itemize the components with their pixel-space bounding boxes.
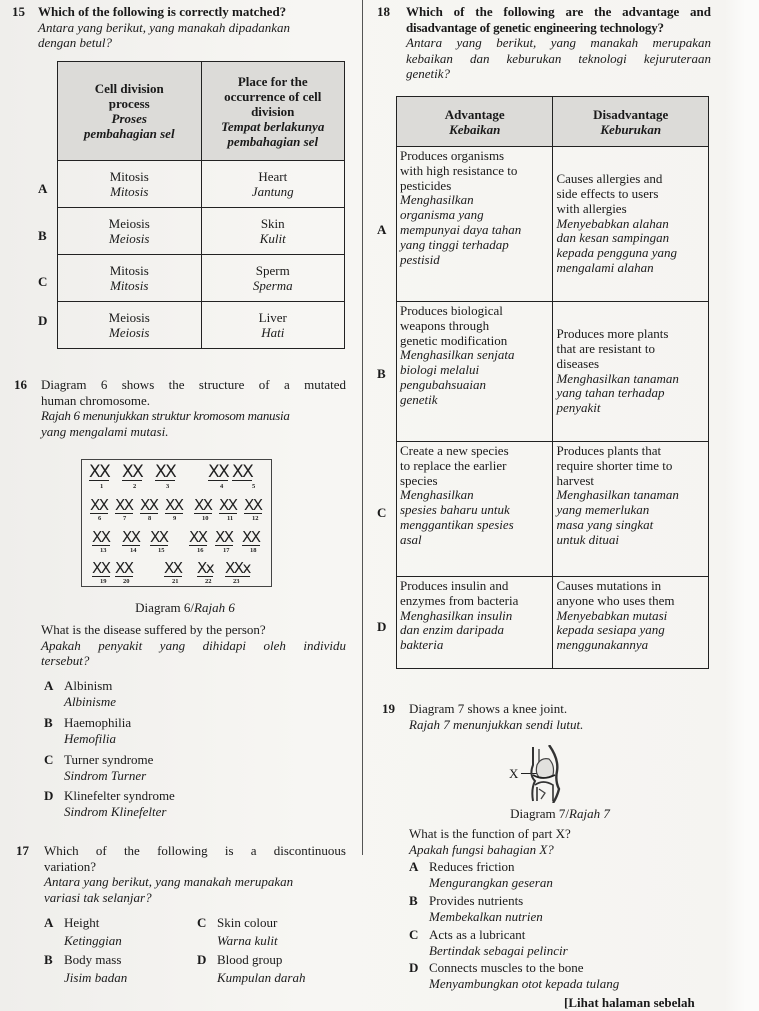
cell-text-en: Create a new species xyxy=(400,443,509,458)
cell-text-ms: Menghasilkan senjata xyxy=(400,347,515,363)
question-text-ms: Rajah 7 menunjukkan sendi lutut. xyxy=(409,716,584,732)
cell-text-en: side effects to users xyxy=(556,186,659,201)
chromosome-glyph: XX xyxy=(90,496,108,514)
chromosome-number: 23 xyxy=(233,578,240,585)
chromosome-number: 21 xyxy=(172,578,179,585)
next-page-note: [Lihat halaman sebelah xyxy=(564,995,695,1010)
chromosome-glyph: XX xyxy=(165,496,183,514)
chromosome-pair xyxy=(92,560,110,577)
question-text-en: variation? xyxy=(44,858,96,874)
question-text-en: Diagram 7 shows a knee joint. xyxy=(409,701,568,716)
table-row: Mitosis Mitosis Heart Jantung xyxy=(58,161,345,208)
table-row: Mitosis Mitosis Sperm Sperma xyxy=(58,255,345,302)
diagram-7-caption: Diagram 7/Rajah 7 xyxy=(510,806,610,821)
advantage-cell xyxy=(397,442,553,577)
chromosome-number: 14 xyxy=(130,547,137,554)
chromosome-glyph: XX xyxy=(244,496,262,514)
chromosome-number: 12 xyxy=(252,515,259,522)
cell-text-en: anyone who uses them xyxy=(556,592,675,608)
cell-text-en: to replace the earlier xyxy=(400,457,507,473)
question-text-ms: dengan betul? xyxy=(38,35,113,50)
chromosome-number: 19 xyxy=(100,578,107,585)
cell-text-ms: Menghasilkan xyxy=(400,487,474,503)
chromosome-glyph: XX xyxy=(122,462,143,482)
cell-text-ms: Menghasilkan tanaman xyxy=(556,370,679,386)
chromosome-pair xyxy=(150,529,168,546)
question-text-ms: Apakah fungsi bahagian X? xyxy=(409,841,554,857)
question-text-en: Diagram 6 shows the structure of a mutated xyxy=(41,377,346,392)
cell-text-en: pesticides xyxy=(400,177,452,193)
chromosome-glyph: XX xyxy=(215,528,233,546)
cell-text-ms: yang tahan terhadap xyxy=(556,385,665,401)
chromosome-glyph: XX xyxy=(140,496,158,514)
chromosome-pair xyxy=(115,560,133,577)
chromosome-number: 6 xyxy=(98,515,102,522)
chromosome-number: 10 xyxy=(202,515,209,522)
table-row xyxy=(397,147,709,302)
cell-text-ms: dan enzim daripada xyxy=(400,622,504,638)
option-letter-a[interactable]: A xyxy=(377,222,387,237)
chromosome-number: 16 xyxy=(197,547,204,554)
cell-text-en: with high resistance to xyxy=(400,162,518,178)
cell-text-en: Causes mutations in xyxy=(556,578,662,593)
cell-text-en: genetic modification xyxy=(400,332,508,348)
chromosome-number: 3 xyxy=(166,483,170,490)
chromosome-glyph: XX xyxy=(122,528,140,546)
advantage-cell xyxy=(397,577,553,669)
cell-text-ms: mengalami alahan xyxy=(556,259,654,275)
chromosome-number: 13 xyxy=(100,547,107,554)
question-number: 19 xyxy=(382,701,395,716)
header-advantage: Advantage Kebaikan xyxy=(397,97,553,147)
chromosome-pair xyxy=(92,529,110,546)
option-letter-d[interactable]: D xyxy=(377,619,387,634)
question-text-ms: tersebut? xyxy=(41,653,90,668)
chromosome-pair xyxy=(232,464,252,481)
chromosome-pair xyxy=(194,497,212,514)
cell-text-en: Produces more plants xyxy=(556,326,669,342)
chromosome-number: 8 xyxy=(148,515,152,522)
cell-text-ms: menggunakannya xyxy=(556,637,649,653)
chromosome-number: 4 xyxy=(220,483,224,490)
chromosome-glyph: XX xyxy=(115,559,133,577)
cell-text-ms: genetik xyxy=(400,391,438,407)
disadvantage-cell xyxy=(553,577,709,669)
question-text-en: human chromosome. xyxy=(41,392,151,408)
chromosome-pair xyxy=(225,560,250,577)
cell-text-en: enzymes from bacteria xyxy=(400,592,519,608)
cell-text-en: Produces biological xyxy=(400,303,503,318)
chromosome-glyph: XX xyxy=(219,496,237,514)
option-letter-d[interactable]: D xyxy=(38,313,48,328)
cell-text-ms: penyakit xyxy=(556,400,601,416)
chromosome-number: 1 xyxy=(100,483,104,490)
chromosome-glyph: XX xyxy=(92,528,110,546)
cell-text-en: harvest xyxy=(556,472,595,488)
cell-text-ms: pengubahsuaian xyxy=(400,376,486,392)
chromosome-pair xyxy=(164,560,182,577)
cell-text-en: Causes allergies and xyxy=(556,171,663,187)
chromosome-number: 7 xyxy=(123,515,127,522)
question-number: 18 xyxy=(377,4,390,19)
chromosome-pair xyxy=(219,497,237,514)
chromosome-pair xyxy=(215,529,233,546)
question-text-en: Which of the following are the advantage and xyxy=(406,4,711,19)
column-divider xyxy=(362,0,363,855)
chromosome-number: 9 xyxy=(173,515,177,522)
cell-division-table xyxy=(57,61,345,349)
cell-text-en: species xyxy=(400,472,438,488)
question-text-ms: variasi tak selanjar? xyxy=(44,889,152,905)
question-text-en: Which of the following is correctly matched? xyxy=(38,4,287,19)
question-text-ms: Antara yang berikut, yang manakah merupakan xyxy=(44,874,294,889)
question-text-en: What is the function of part X? xyxy=(409,826,571,841)
disadvantage-cell xyxy=(553,442,709,577)
chromosome-glyph: XX xyxy=(164,559,182,577)
disadvantage-cell xyxy=(553,302,709,442)
table-row xyxy=(397,302,709,442)
cell-text-en: with allergies xyxy=(556,200,627,216)
cell-text-ms: Menyebabkan mutasi xyxy=(556,607,668,623)
table-row xyxy=(397,442,709,577)
chromosome-number: 22 xyxy=(205,578,212,585)
option-letter-c[interactable]: C xyxy=(377,505,387,520)
cell-text-ms: organisma yang xyxy=(400,207,484,223)
chromosome-glyph: Xx xyxy=(197,559,214,577)
header-process: Cell division process Proses pembahagian sel xyxy=(58,62,202,161)
chromosome-glyph: XX xyxy=(115,496,133,514)
cell-text-ms: menggantikan spesies xyxy=(400,516,514,532)
chromosome-pair xyxy=(208,464,228,481)
question-text-ms: Antara yang berikut, yang manakah merupakan xyxy=(406,35,711,50)
table-row xyxy=(397,577,709,669)
cell-text-ms: asal xyxy=(400,531,422,547)
cell-text-ms: Menghasilkan insulin xyxy=(400,607,513,623)
knee-joint-icon xyxy=(515,745,570,803)
page-edge xyxy=(725,0,759,1011)
question-text-ms: kebaikan dan keburukan teknologi kejuruteraan xyxy=(406,50,711,66)
question-text-en: Which of the following is a discontinuous xyxy=(44,843,346,858)
table-row: Meiosis Meiosis Skin Kulit xyxy=(58,208,345,255)
advantage-cell xyxy=(397,147,553,302)
chromosome-pair xyxy=(244,497,262,514)
question-number: 16 xyxy=(14,377,27,392)
chromosome-pair xyxy=(89,464,109,481)
exam-page: 15 Which of the following is correctly matched? Antara yang berikut, yang manakah dipadankan dengan betul? Cell division process Proses pembahagian sel Place for the occurrence of cell division Tempat berlakunya pembahagian sel Mitosis Mitosis Heart Jantung Meiosis Meiosis Skin Kulit Mitosis Mitosis Sperm Sperma Meiosis Meiosis Liver Hati A B C D 16 Diagram 6 shows the structure of a mutated human chromosome. Rajah 6 menunjukkan struktur kromosom manusia yang mengalami mutasi. XX 1 XX 2 XX 3 XX 4 XX 5 XX 6 XX 7 XX 8 XX 9 XX 10 XX 11 XX 12 XX 13 XX 14 XX 15 XX 16 XX 17 XX 18 XX 19 XX 20 XX 21 Xx 22 XXx 23 Diagram 6/Rajah 6 What is the disease suffered by the person? Apakah penyakit yang dihidapi oleh individu tersebut? A Albinism Albinisme B Haemophilia Hemofilia C Turner syndrome Sindrom Turner D Klinefelter syndrome Sindrom Klinefelter 17 Which of the following is a discontinuous variation? Antara yang berikut, yang manakah merupakan variasi tak selanjar? A Height Ketinggian B Body mass Jisim badan C Skin colour Warna kulit D Blood group Kumpulan darah 18 Which of the following are the advantage and disadvantage of genetic engineering technology? Antara yang berikut, yang manakah merupakan kebaikan dan keburukan teknologi kejuruteraan genetik? Advantage Kebaikan Disadvantage Keburukan Produces organisms with high resistance to pesticides Menghasilkan organisma yang mempunyai daya tahan yang tinggi terhadap pestisid Causes allergies and side effects to users with allergies Menyebabkan alahan dan kesan sampingan kepada pengguna yang mengalami alahan Produces biological weapons through genetic modification Menghasilkan senjata biologi melalui pengubahsuaian genetik Produces more plants that are resistant to diseases Menghasilkan tanaman yang tahan terhadap penyakit Create a new species to replace the earlier species Menghasilkan spesies baharu untuk menggantikan spesies asal Produces plants that require shorter time to harvest Menghasilkan tanaman yang memerlukan masa yang singkat untuk dituai Produces insulin and enzymes from bacteria Menghasilkan insulin dan enzim daripada bakteria Causes mutations in anyone who uses them Menyebabkan mutasi kepada sesiapa yang menggunakannya A B C D 19 Diagram 7 shows a knee joint. Rajah 7 menunjukkan sendi lutut. X Diagram 7/Rajah 7 What is the function of part X? Apakah fungsi bahagian X? A Reduces friction Mengurangkan geseran B Provides nutrients Membekalkan nutrien C Acts as a lubricant Bertindak sebagai pelincir D Connects muscles to the bone Menyambungkan otot kepada tulang [Lihat halaman sebelah xyxy=(0,0,759,1011)
option-letter-b[interactable]: B xyxy=(377,366,386,381)
cell-text-ms: biologi melalui xyxy=(400,362,480,378)
cell-text-en: weapons through xyxy=(400,317,490,333)
cell-text-ms: untuk dituai xyxy=(556,531,619,547)
chromosome-pair xyxy=(155,464,175,481)
cell-text-en: diseases xyxy=(556,355,600,371)
chromosome-glyph: XX xyxy=(189,528,207,546)
cell-text-en: Produces insulin and xyxy=(400,578,509,593)
question-text-ms: Rajah 6 menunjukkan struktur kromosom manusia xyxy=(41,408,290,423)
chromosome-pair xyxy=(122,464,142,481)
chromosome-pair xyxy=(189,529,207,546)
cell-text-ms: dan kesan sampingan xyxy=(556,230,670,246)
cell-text-ms: pestisid xyxy=(400,251,440,267)
cell-text-ms: spesies baharu untuk xyxy=(400,502,510,518)
chromosome-pair xyxy=(90,497,108,514)
chromosome-pair xyxy=(242,529,260,546)
cell-text-en: require shorter time to xyxy=(556,457,673,473)
question-number: 17 xyxy=(16,843,29,858)
chromosome-pair xyxy=(115,497,133,514)
question-text-ms: genetik? xyxy=(406,66,451,81)
part-x-label: X xyxy=(509,766,519,781)
cell-text-ms: yang memerlukan xyxy=(556,502,650,518)
chromosome-glyph: XX xyxy=(150,528,168,546)
question-text-ms: Apakah penyakit yang dihidapi oleh individu xyxy=(41,637,346,653)
diagram-6-caption: Diagram 6/Rajah 6 xyxy=(135,600,235,615)
cell-text-en: Produces organisms xyxy=(400,148,505,163)
question-number: 15 xyxy=(12,4,25,19)
chromosome-pair xyxy=(165,497,183,514)
chromosome-number: 15 xyxy=(158,547,165,554)
cell-text-ms: Menghasilkan xyxy=(400,192,474,208)
chromosome-glyph: XX xyxy=(194,496,212,514)
chromosome-pair xyxy=(122,529,140,546)
chromosome-glyph: XXx xyxy=(225,559,250,577)
chromosome-glyph: XX xyxy=(89,462,110,482)
chromosome-glyph: XX xyxy=(232,462,253,482)
question-text-en: What is the disease suffered by the person? xyxy=(41,622,266,637)
cell-text-ms: masa yang singkat xyxy=(556,516,654,532)
cell-text-ms: yang tinggi terhadap xyxy=(400,236,509,252)
header-disadvantage: Disadvantage Keburukan xyxy=(553,97,709,147)
advantage-cell xyxy=(397,302,553,442)
chromosome-glyph: XX xyxy=(208,462,229,482)
chromosome-glyph: XX xyxy=(242,528,260,546)
chromosome-number: 17 xyxy=(223,547,230,554)
table-row: Meiosis Meiosis Liver Hati xyxy=(58,302,345,349)
cell-text-en: Produces plants that xyxy=(556,443,662,458)
option-letter-b[interactable]: B xyxy=(38,228,47,243)
chromosome-number: 5 xyxy=(252,483,256,490)
option-letter-a[interactable]: A xyxy=(38,181,48,196)
question-text-ms: Antara yang berikut, yang manakah dipadankan xyxy=(38,19,291,35)
cell-text-en: that are resistant to xyxy=(556,340,656,356)
genetic-engineering-table xyxy=(396,96,709,669)
disadvantage-cell xyxy=(553,147,709,302)
cell-text-ms: kepada pengguna yang xyxy=(556,245,678,261)
karyotype-diagram xyxy=(81,459,272,587)
cell-text-ms: kepada sesiapa yang xyxy=(556,622,665,638)
chromosome-pair xyxy=(197,560,213,577)
chromosome-number: 2 xyxy=(133,483,137,490)
cell-text-ms: bakteria xyxy=(400,637,444,653)
chromosome-glyph: XX xyxy=(92,559,110,577)
question-text-ms: yang mengalami mutasi. xyxy=(41,423,169,439)
option-letter-c[interactable]: C xyxy=(38,274,48,289)
cell-text-ms: Menyebabkan alahan xyxy=(556,215,669,231)
header-place: Place for the occurrence of cell division Tempat berlakunya pembahagian sel xyxy=(201,62,345,161)
chromosome-number: 11 xyxy=(227,515,234,522)
cell-text-ms: mempunyai daya tahan xyxy=(400,221,522,237)
question-text-en: disadvantage of genetic engineering technology? xyxy=(406,19,664,35)
chromosome-number: 20 xyxy=(123,578,130,585)
chromosome-number: 18 xyxy=(250,547,257,554)
chromosome-pair xyxy=(140,497,158,514)
chromosome-glyph: XX xyxy=(155,462,176,482)
cell-text-ms: Menghasilkan tanaman xyxy=(556,487,679,503)
